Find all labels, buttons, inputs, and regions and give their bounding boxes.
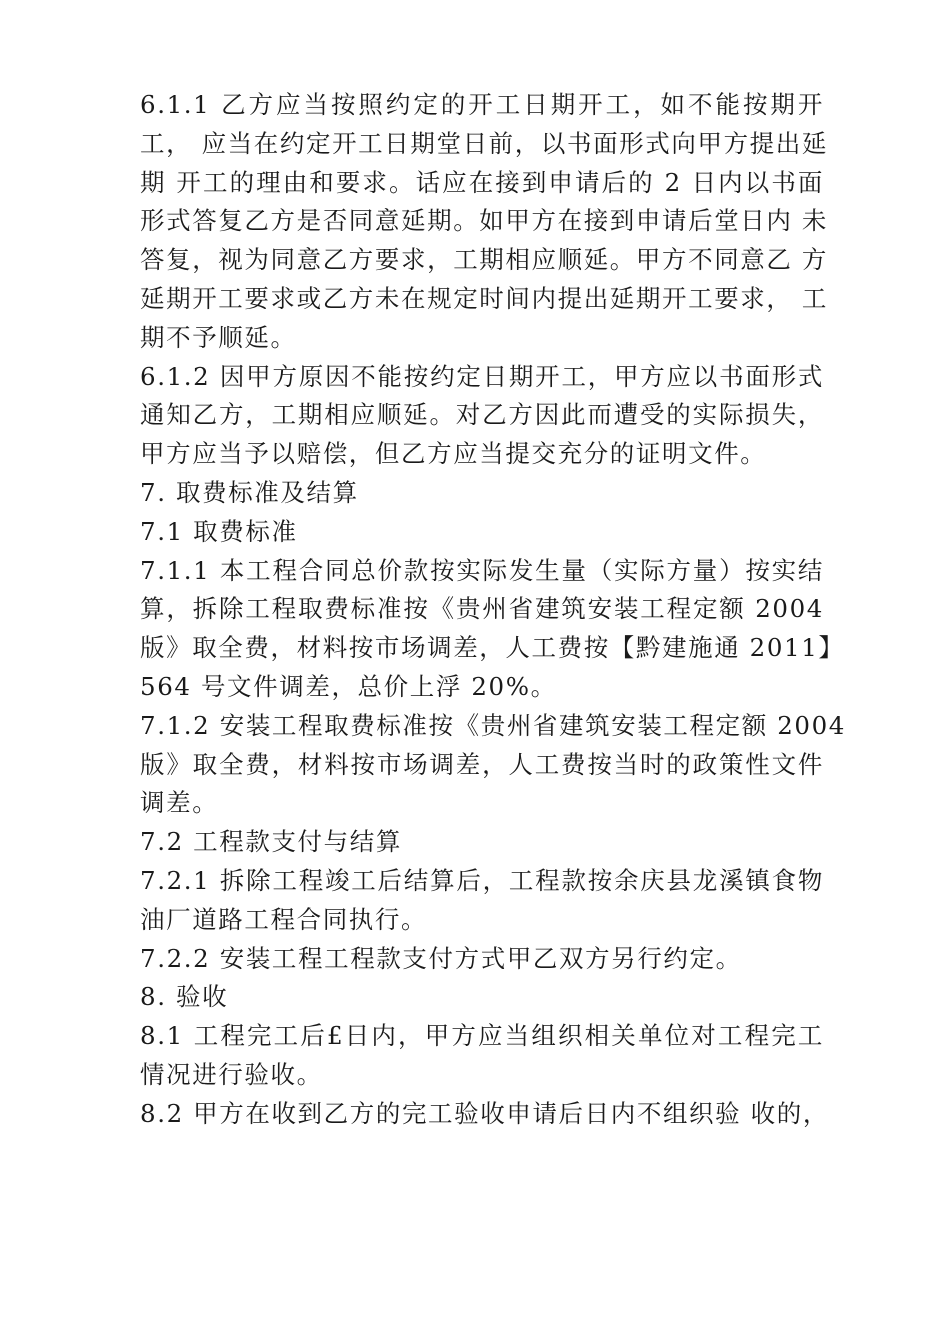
text-line: 答复，视为同意乙方要求，工期相应顺延。甲方不同意乙 方: [140, 245, 828, 275]
text-line: 7.2.1 拆除工程竣工后结算后，工程款按余庆县龙溪镇食物: [140, 865, 824, 895]
text-line: 延期开工要求或乙方未在规定时间内提出延期开工要求， 工: [140, 283, 828, 313]
text-line: 期 开工的理由和要求。话应在接到申请后的 2 日内以书面: [140, 167, 824, 197]
text-line: 通知乙方，工期相应顺延。对乙方因此而遭受的实际损失，: [140, 400, 824, 430]
subsection-heading: 7.2 工程款支付与结算: [140, 827, 402, 857]
text-line: 甲方应当予以赔偿，但乙方应当提交充分的证明文件。: [140, 439, 767, 469]
text-line: 7.1.2 安装工程取费标准按《贵州省建筑安装工程定额 2004: [140, 710, 846, 740]
text-line: 期不予顺延。: [140, 322, 297, 352]
section-heading: 8. 验收: [140, 982, 229, 1012]
text-line: 7.2.2 安装工程工程款支付方式甲乙双方另行约定。: [140, 943, 742, 973]
text-line: 8.1 工程完工后£日内，甲方应当组织相关单位对工程完工: [140, 1021, 824, 1051]
subsection-heading: 7.1 取费标准: [140, 516, 298, 546]
document-body: [140, 86, 846, 1134]
text-line: 6.1.1 乙方应当按照约定的开工日期开工，如不能按期开: [140, 90, 824, 119]
section-heading: 7. 取费标准及结算: [140, 477, 359, 507]
text-line: 油厂道路工程合同执行。: [140, 904, 428, 934]
text-line: 8.2 甲方在收到乙方的完工验收申请后日内不组织验 收的，: [140, 1098, 829, 1128]
text-line: 7.1.1 本工程合同总价款按实际发生量（实际方量）按实结: [140, 555, 824, 585]
text-line: 算，拆除工程取费标准按《贵州省建筑安装工程定额 2004: [140, 594, 824, 624]
text-line: 情况进行验收。: [140, 1059, 323, 1089]
text-line: 形式答复乙方是否同意延期。如甲方在接到申请后堂日内 未: [140, 206, 828, 236]
text-line: 工， 应当在约定开工日期堂日前，以书面形式向甲方提出延: [140, 128, 828, 158]
text-line: 6.1.2 因甲方原因不能按约定日期开工，甲方应以书面形式: [140, 361, 824, 391]
text-line: 调差。: [140, 788, 219, 818]
text-line: 版》取全费，材料按市场调差，人工费按当时的政策性文件: [140, 749, 824, 779]
text-line: 版》取全费，材料按市场调差，人工费按【黔建施通 2011】: [140, 633, 845, 663]
text-line: 564 号文件调差，总价上浮 20%。: [140, 671, 557, 701]
